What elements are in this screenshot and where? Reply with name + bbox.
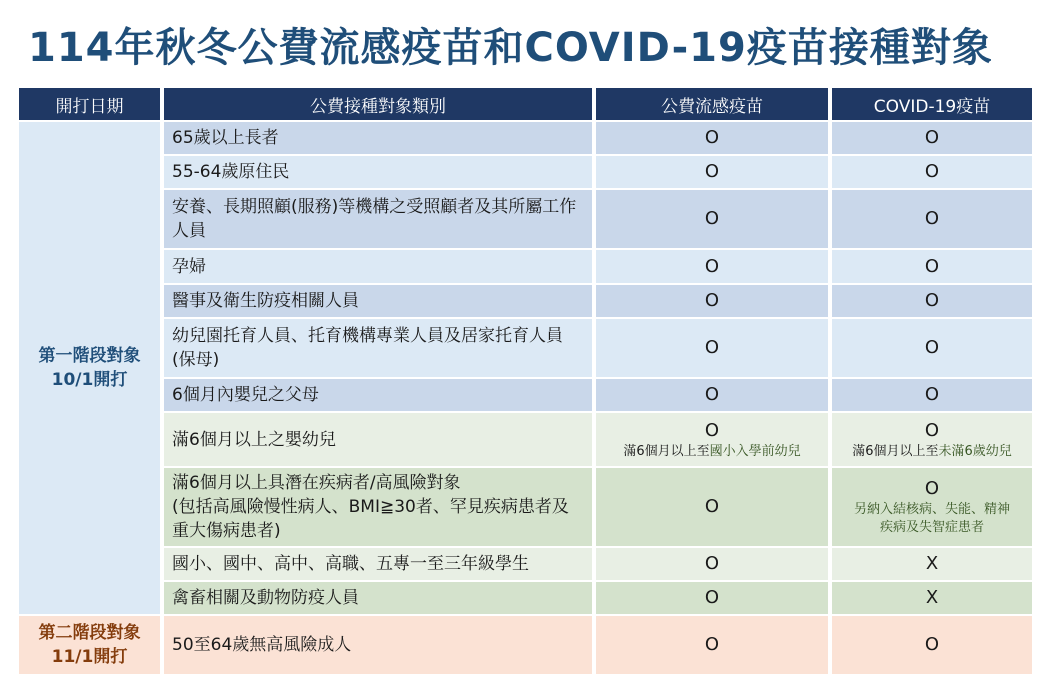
- table-header-row: [19, 88, 1032, 120]
- table-row: [19, 582, 1032, 614]
- page-title: 114年秋冬公費流感疫苗和COVID-19疫苗接種對象: [28, 25, 993, 71]
- flu-mark: O: [596, 122, 828, 154]
- covid-mark-with-note: [832, 413, 1032, 466]
- category-line1: 滿6個月以上具潛在疾病者/高風險對象: [172, 473, 461, 493]
- table-row: [19, 548, 1032, 580]
- flu-mark: O: [704, 419, 720, 441]
- covid-mark: O: [832, 379, 1032, 411]
- eligibility-table: [15, 86, 1036, 676]
- flu-note-prefix: 滿6個月以上至: [623, 443, 710, 459]
- phase2-date-cell: [19, 616, 160, 674]
- category-cell: 幼兒園托育人員、托育機構專業人員及居家托育人員(保母): [164, 319, 592, 377]
- category-cell: 國小、國中、高中、高職、五專一至三年級學生: [164, 548, 592, 580]
- header-date: 開打日期: [19, 88, 160, 120]
- category-cell: 6個月內嬰兒之父母: [164, 379, 592, 411]
- covid-note-highlight: 未滿6歲幼兒: [938, 443, 1012, 459]
- covid-note: 另納入結核病、失能、精神疾病及失智症患者: [853, 502, 1010, 535]
- covid-mark: O: [924, 478, 940, 499]
- flu-mark: O: [596, 319, 828, 377]
- covid-note-prefix: 滿6個月以上至: [852, 443, 939, 459]
- covid-mark-with-note: [832, 468, 1032, 546]
- flu-mark: O: [596, 285, 828, 317]
- header-flu-vaccine: 公費流感疫苗: [596, 88, 828, 120]
- header-category: 公費接種對象類別: [164, 88, 592, 120]
- category-cell: 醫事及衛生防疫相關人員: [164, 285, 592, 317]
- table-row: [19, 468, 1032, 546]
- flu-mark: O: [596, 548, 828, 580]
- covid-mark: O: [924, 419, 940, 441]
- header-covid-vaccine: COVID-19疫苗: [832, 88, 1032, 120]
- category-cell: 55-64歲原住民: [164, 156, 592, 188]
- phase2-label: 第二階段對象: [38, 623, 141, 643]
- phase1-date-cell: [19, 122, 160, 614]
- flu-note-highlight: 國小入學前幼兒: [709, 443, 801, 459]
- flu-mark: O: [596, 616, 828, 674]
- table-row: [19, 616, 1032, 674]
- category-cell: 50至64歲無高風險成人: [164, 616, 592, 674]
- flu-mark: O: [596, 156, 828, 188]
- phase1-label: 第一階段對象: [38, 346, 141, 366]
- category-cell: 禽畜相關及動物防疫人員: [164, 582, 592, 614]
- covid-mark: O: [832, 616, 1032, 674]
- phase1-date: 10/1開打: [51, 370, 128, 390]
- category-cell: 安養、長期照顧(服務)等機構之受照顧者及其所屬工作人員: [164, 190, 592, 248]
- covid-mark: O: [832, 156, 1032, 188]
- table-row: [19, 250, 1032, 283]
- covid-mark: O: [832, 285, 1032, 317]
- covid-mark: O: [832, 122, 1032, 154]
- flu-mark: O: [596, 190, 828, 248]
- covid-mark: O: [832, 319, 1032, 377]
- flu-note: [604, 443, 820, 461]
- covid-mark: O: [832, 250, 1032, 283]
- table-row: [19, 285, 1032, 317]
- table-row: [19, 156, 1032, 188]
- covid-mark: X: [832, 582, 1032, 614]
- category-cell: 滿6個月以上之嬰幼兒: [164, 413, 592, 466]
- category-line2: (包括高風險慢性病人、BMI≧30者、罕見疾病患者及重大傷病患者): [172, 497, 569, 541]
- table-row: [19, 319, 1032, 377]
- flu-mark: O: [596, 379, 828, 411]
- covid-note: [840, 443, 1024, 461]
- phase2-date: 11/1開打: [51, 647, 128, 667]
- flu-mark: O: [596, 582, 828, 614]
- table-row: [19, 413, 1032, 466]
- table-row: [19, 190, 1032, 248]
- category-cell: 65歲以上長者: [164, 122, 592, 154]
- covid-mark: O: [832, 190, 1032, 248]
- flu-mark: O: [596, 250, 828, 283]
- table-row: [19, 122, 1032, 154]
- category-cell: [164, 468, 592, 546]
- table-row: [19, 379, 1032, 411]
- covid-mark: X: [832, 548, 1032, 580]
- flu-mark: O: [596, 468, 828, 546]
- category-cell: 孕婦: [164, 250, 592, 283]
- flu-mark-with-note: [596, 413, 828, 466]
